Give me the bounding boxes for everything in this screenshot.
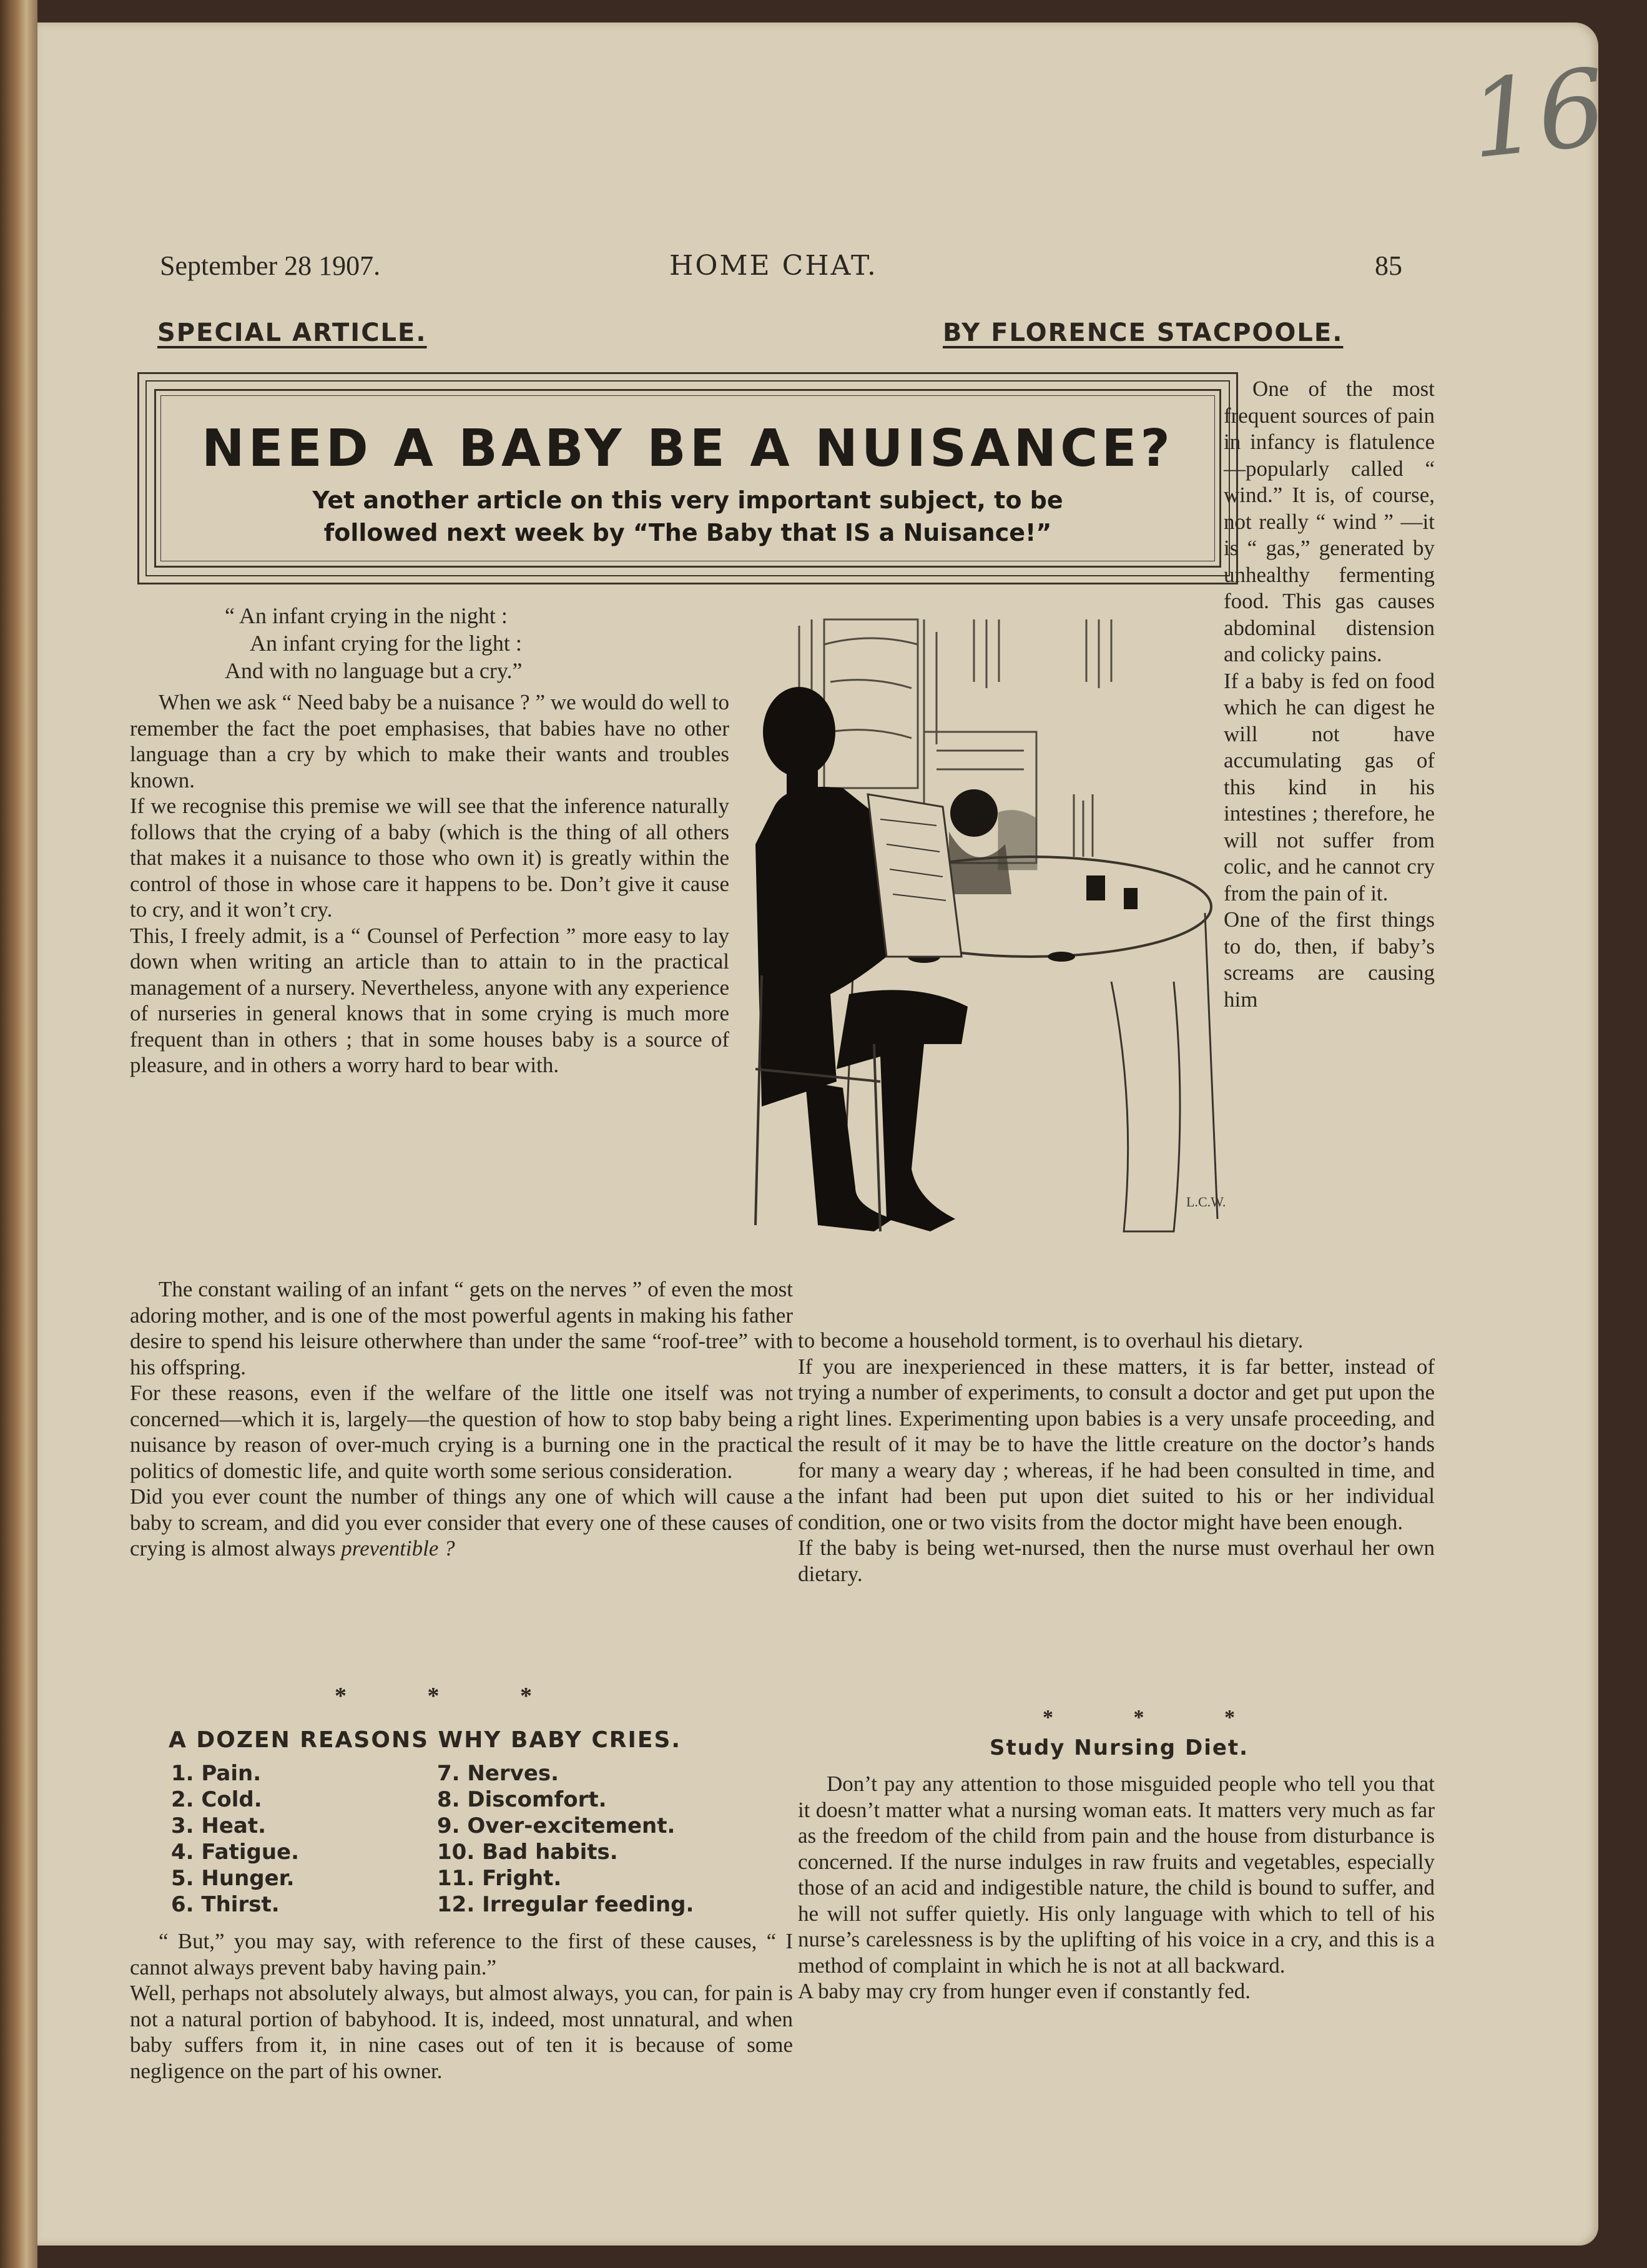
reasons-title: A DOZEN REASONS WHY BABY CRIES. [169, 1727, 682, 1753]
reason-item: 12. Irregular feeding. [437, 1892, 694, 1917]
reasons-list-left [171, 1760, 299, 1918]
reason-item: 6. Thirst. [171, 1892, 280, 1917]
magazine-name: HOME CHAT. [669, 250, 878, 282]
mid-paragraph-6: Don’t pay any attention to those misguided people who tell you that it doesn’t matter what a nursing woman eats. It matters very much as far as the freedom of the child from pain and the house from disturbance is concerned. If the nurse indulges in raw fruits and vegetables, especially those of an acid and indigestible nature, the child is bound to suffer, and he will not suffer quietly. His only language with which to tell of his nurse’s carelessness is by the uplifting of his voice in a cry, and this is a method of complaint in which he is not at all backward. [798, 1772, 1435, 1978]
reason-item: 8. Discomfort. [437, 1787, 607, 1812]
left-column-lower [130, 1276, 793, 1562]
right-paragraph-3: One of the first things to do, then, if baby’s screams are causing him [1224, 907, 1435, 1012]
right-paragraph-2: If a baby is fed on food which he can digest he will not have accumulating gas of this kind in his intestines ; therefore, he will not suffer from colic, and he cannot cry from the pain of it. [1224, 668, 1435, 905]
section-divider-stars-2: * * * [1043, 1706, 1272, 1729]
subtitle-line-1: Yet another article on this very important subject, to be [312, 486, 1063, 514]
reason-item: 3. Heat. [171, 1813, 267, 1838]
title-box [137, 372, 1238, 584]
article-subtitle [139, 484, 1236, 549]
left-paragraph-5: For these reasons, even if the welfare of the little one itself was not concerned—which it is, largely—the question of how to stop baby being a nuisance by reason of over-much crying is a burning one in the practical politics of domestic life, and quite worth some serious consideration. [130, 1381, 793, 1483]
left-column-upper [130, 689, 729, 1078]
verse-line-2: An infant crying for the light : [250, 631, 522, 656]
silhouette-illustration [737, 607, 1255, 1294]
mid-paragraph-5: If the baby is being wet-nursed, then the nurse must overhaul her own dietary. [798, 1536, 1435, 1586]
section-label: SPECIAL ARTICLE. [157, 318, 427, 347]
left-paragraph-6-text: Did you ever count the number of things any one of which will cause a baby to scream, and did you ever consider that every one of these causes of crying is almost always [130, 1484, 793, 1560]
right-paragraph-1: One of the most frequent sources of pain in infancy is flatulence—popularly called “ wind.” It is, of course, not really “ wind ” —it is “ gas,” generated by unhealthy fermenting food. This gas causes abdominal distension and colicky pains. [1224, 377, 1435, 666]
reason-item: 5. Hunger. [171, 1866, 295, 1891]
left-paragraph-6 [130, 1484, 793, 1562]
preventible-italic: preventible ? [341, 1536, 455, 1560]
mid-paragraph-7: A baby may cry from hunger even if constantly fed. [798, 1979, 1251, 2003]
right-column-lower [798, 1328, 1435, 1587]
reasons-list-right [437, 1760, 694, 1918]
subtitle-line-2: followed next week by “The Baby that IS a Nuisance!” [323, 519, 1052, 546]
issue-date: September 28 1907. [160, 250, 381, 281]
left-paragraph-3: This, I freely admit, is a “ Counsel of Perfection ” more easy to lay down when writing an article than to attain to in the practical management of a nursery. Nevertheless, anyone with any experience of nurseries in general knows that in some crying is much more frequent than in others ; that in some houses baby is a source of pleasure, and in others a worry hard to bear with. [130, 923, 729, 1077]
reason-item: 10. Bad habits. [437, 1840, 618, 1865]
left-bottom-paragraph-1: “ But,” you may say, with reference to the first of these causes, “ I cannot always prevent baby having pain.” [130, 1929, 793, 1980]
left-paragraph-4: The constant wailing of an infant “ gets on the nerves ” of even the most adoring mother, and is one of the most powerful agents in making his father desire to spend his leisure otherwhere than under the same “roof-tree” with his offspring. [130, 1277, 793, 1379]
right-column-bottom [798, 1771, 1435, 2004]
magazine-page [37, 22, 1612, 2246]
book-binding-edge [0, 0, 37, 2268]
verse-line-3: And with no language but a cry.” [225, 658, 523, 683]
left-column-bottom [130, 1928, 793, 2084]
reason-item: 2. Cold. [171, 1787, 262, 1812]
left-bottom-paragraph-2: Well, perhaps not absolutely always, but almost always, you can, for pain is not a natural portion of babyhood. It is, indeed, most unnatural, and when baby suffers from it, in nine cases out of ten it is because of some negligence on the part of his owner. [130, 1981, 793, 2083]
mid-paragraph-4: If you are inexperienced in these matters, it is far better, instead of trying a number of experiments, to consult a doctor and get put upon the right lines. Experimenting upon babies is a very unsafe proceeding, and the result of it may be to have the little creature on the doctor’s hands for many a weary day ; whereas, if he had been consulted in time, and the infant had been put upon diet suited to his or her individual condition, one or two visits from the doctor might have been enough. [798, 1354, 1435, 1534]
mid-paragraph-3-end: to become a household torment, is to overhaul his dietary. [798, 1328, 1304, 1353]
reason-item: 4. Fatigue. [171, 1840, 300, 1865]
reason-item: 7. Nerves. [437, 1761, 559, 1786]
section-divider-stars: * * * [335, 1683, 569, 1709]
byline: BY FLORENCE STACPOOLE. [943, 318, 1344, 347]
verse-line-1: “ An infant crying in the night : [225, 603, 508, 628]
reason-item: 1. Pain. [171, 1761, 262, 1786]
opening-verse [225, 602, 523, 684]
right-column [1224, 376, 1435, 1013]
left-paragraph-1: When we ask “ Need baby be a nuisance ? ” we would do well to remember the fact the poet emphasises, that babies have no other language than a cry by which to make their wants and troubles known. [130, 690, 729, 792]
illustration-signature: L.C.W. [1186, 1194, 1226, 1210]
subheading-study-nursing-diet: Study Nursing Diet. [990, 1735, 1249, 1760]
reason-item: 11. Fright. [437, 1866, 562, 1891]
handwritten-folio-number: 16 [1464, 46, 1612, 183]
left-paragraph-2: If we recognise this premise we will see that the inference naturally follows that the crying of a baby (which is the thing of all others that makes it a nuisance to those who own it) is greatly within the control of those in whose care it happens to be. Don’t give it cause to cry, and it won’t cry. [130, 794, 729, 922]
page-number: 85 [1375, 250, 1402, 281]
reason-item: 9. Over-excitement. [437, 1813, 676, 1838]
article-title: NEED A BABY BE A NUISANCE? [202, 419, 1174, 478]
